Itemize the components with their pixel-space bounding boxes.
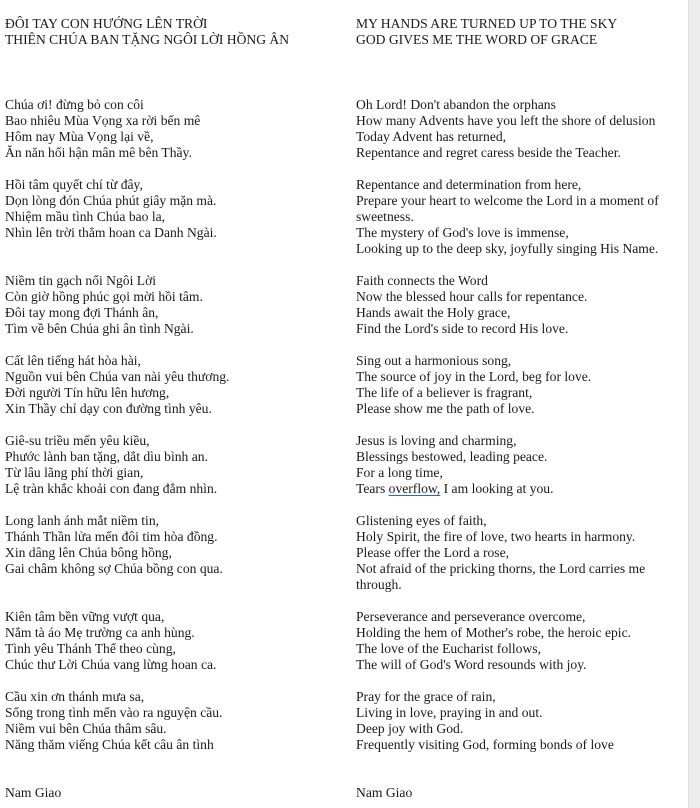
stanza [5,177,335,241]
verse-line: Cất lên tiếng hát hòa hài, [5,353,141,368]
title-line: MY HANDS ARE TURNED UP TO THE SKY [356,16,618,31]
verse-line: Looking up to the deep sky, joyfully singing His Name. [356,241,659,256]
verse-line: Nguồn vui bên Chúa van nài yêu thương. [5,369,230,384]
poem-title-english [356,16,681,48]
verse-line: Deep joy with God. [356,721,464,736]
verse-line: Năng thăm viếng Chúa kết câu ân tình [5,737,214,752]
verse-line: Perseverance and perseverance overcome, [356,609,586,624]
verse-line: Holy Spirit, the fire of love, two hearts in harmony. [356,529,636,544]
verse-line: The love of the Eucharist follows, [356,641,541,656]
verse-line: Lệ tràn khắc khoải con đang đắm nhìn. [5,481,218,496]
verse-line: Chúa ơi! đừng bỏ con côi [5,97,144,112]
verse-line: Hồi tâm quyết chí từ đây, [5,177,143,192]
verse-line: Repentance and regret caress beside the Teacher. [356,145,621,160]
english-column [356,16,681,801]
stanza [356,273,681,337]
verse-line: The source of joy in the Lord, beg for love. [356,369,592,384]
verse-line: Kiên tâm bền vững vượt qua, [5,609,165,624]
verse-line: Faith connects the Word [356,273,488,288]
stanza [356,513,681,593]
title-line: GOD GIVES ME THE WORD OF GRACE [356,32,598,47]
author-name: Nam Giao [356,785,413,800]
spellcheck-marked-word[interactable]: overflow, [388,481,441,496]
stanza [5,273,335,337]
stanza [356,689,681,753]
poem-title-vietnamese [5,16,335,48]
verse-line: Dọn lòng đón Chúa phút giây mặn mà. [5,193,217,208]
verse-line: Xin dâng lên Chúa bông hồng, [5,545,172,560]
vertical-scrollbar[interactable] [688,0,700,808]
verse-line: Nắm tà áo Mẹ trường ca anh hùng. [5,625,195,640]
stanza [5,353,335,417]
stanza [356,433,681,497]
verse-line: Please show me the path of love. [356,401,535,416]
verse-line: Sống trong tình mến vào ra nguyện cầu. [5,705,223,720]
verse-line: Từ lâu lãng phí thời gian, [5,465,144,480]
verse-line: Now the blessed hour calls for repentance. [356,289,588,304]
verse-line: Còn giờ hồng phúc gọi mời hồi tâm. [5,289,203,304]
verse-line: Repentance and determination from here, [356,177,582,192]
verse-line: Sing out a harmonious song, [356,353,512,368]
verse-line: Niềm vui bên Chúa thâm sâu. [5,721,167,736]
stanza [356,609,681,673]
verse-line: Ăn năn hối hận mân mê bên Thầy. [5,145,192,160]
verse-line: Gai châm không sợ Chúa bồng con qua. [5,561,223,576]
verse-line: The life of a believer is fragrant, [356,385,533,400]
verse-line: Niềm tin gạch nối Ngôi Lời [5,273,157,288]
verse-line: Đời người Tín hữu lên hương, [5,385,170,400]
title-line: ĐÔI TAY CON HƯỚNG LÊN TRỜI [5,16,208,31]
verse-line: Blessings bestowed, leading peace. [356,449,548,464]
verse-line: Prepare your heart to welcome the Lord in a moment of sweetness. [356,193,659,224]
stanza [5,513,335,577]
verse-line: Find the Lord's side to record His love. [356,321,569,336]
author-name: Nam Giao [5,785,62,800]
verse-line: Nhìn lên trời thẳm hoan ca Danh Ngài. [5,225,217,240]
verse-line: The will of God's Word resounds with joy. [356,657,587,672]
verse-line: Bao nhiêu Mùa Vọng xa rời bến mê [5,113,201,128]
verse-line: Frequently visiting God, forming bonds of love [356,737,614,752]
stanza [5,433,335,497]
title-line: THIÊN CHÚA BAN TẶNG NGÔI LỜI HỒNG ÂN [5,32,290,47]
stanza [5,689,335,753]
verse-line: Holding the hem of Mother's robe, the heroic epic. [356,625,632,640]
verse-line: Please offer the Lord a rose, [356,545,509,560]
verse-line: Tình yêu Thánh Thể theo cùng, [5,641,176,656]
stanza [5,609,335,673]
verse-line: How many Advents have you left the shore of delusion [356,113,656,128]
verse-line: Hands await the Holy grace, [356,305,511,320]
verse-line: The mystery of God's love is immense, [356,225,569,240]
stanza [5,97,335,161]
verse-line: For a long time, [356,465,443,480]
vietnamese-column [5,16,335,801]
stanza [356,177,681,257]
verse-line: Long lanh ánh mắt niềm tin, [5,513,160,528]
verse-line: Chúc thư Lời Chúa vang lừng hoan ca. [5,657,217,672]
verse-line: Pray for the grace of rain, [356,689,496,704]
stanza [356,353,681,417]
verse-line: Đôi tay mong đợi Thánh ân, [5,305,159,320]
verse-line: Thánh Thần lửa mến đôi tim hòa đồng. [5,529,218,544]
verse-line: Phước lành ban tặng, dắt dìu bình an. [5,449,208,464]
verse-line: Tìm về bên Chúa ghi ân tình Ngài. [5,321,194,336]
verse-line: Living in love, praying in and out. [356,705,543,720]
verse-line: Giê-su triều mến yêu kiều, [5,433,150,448]
verse-line: Oh Lord! Don't abandon the orphans [356,97,556,112]
verse-line: Today Advent has returned, [356,129,507,144]
verse-line: Glistening eyes of faith, [356,513,487,528]
verse-line: Tears overflow, I am looking at you. [356,481,554,496]
stanza [356,97,681,161]
verse-line: Hôm nay Mùa Vọng lại về, [5,129,154,144]
verse-line: Cầu xin ơn thánh mưa sa, [5,689,145,704]
verse-line: Jesus is loving and charming, [356,433,517,448]
verse-line: Nhiệm mầu tình Chúa bao la, [5,209,166,224]
verse-line: Xin Thầy chỉ dạy con đường tình yêu. [5,401,212,416]
verse-line: Not afraid of the pricking thorns, the Lord carries me through. [356,561,646,592]
